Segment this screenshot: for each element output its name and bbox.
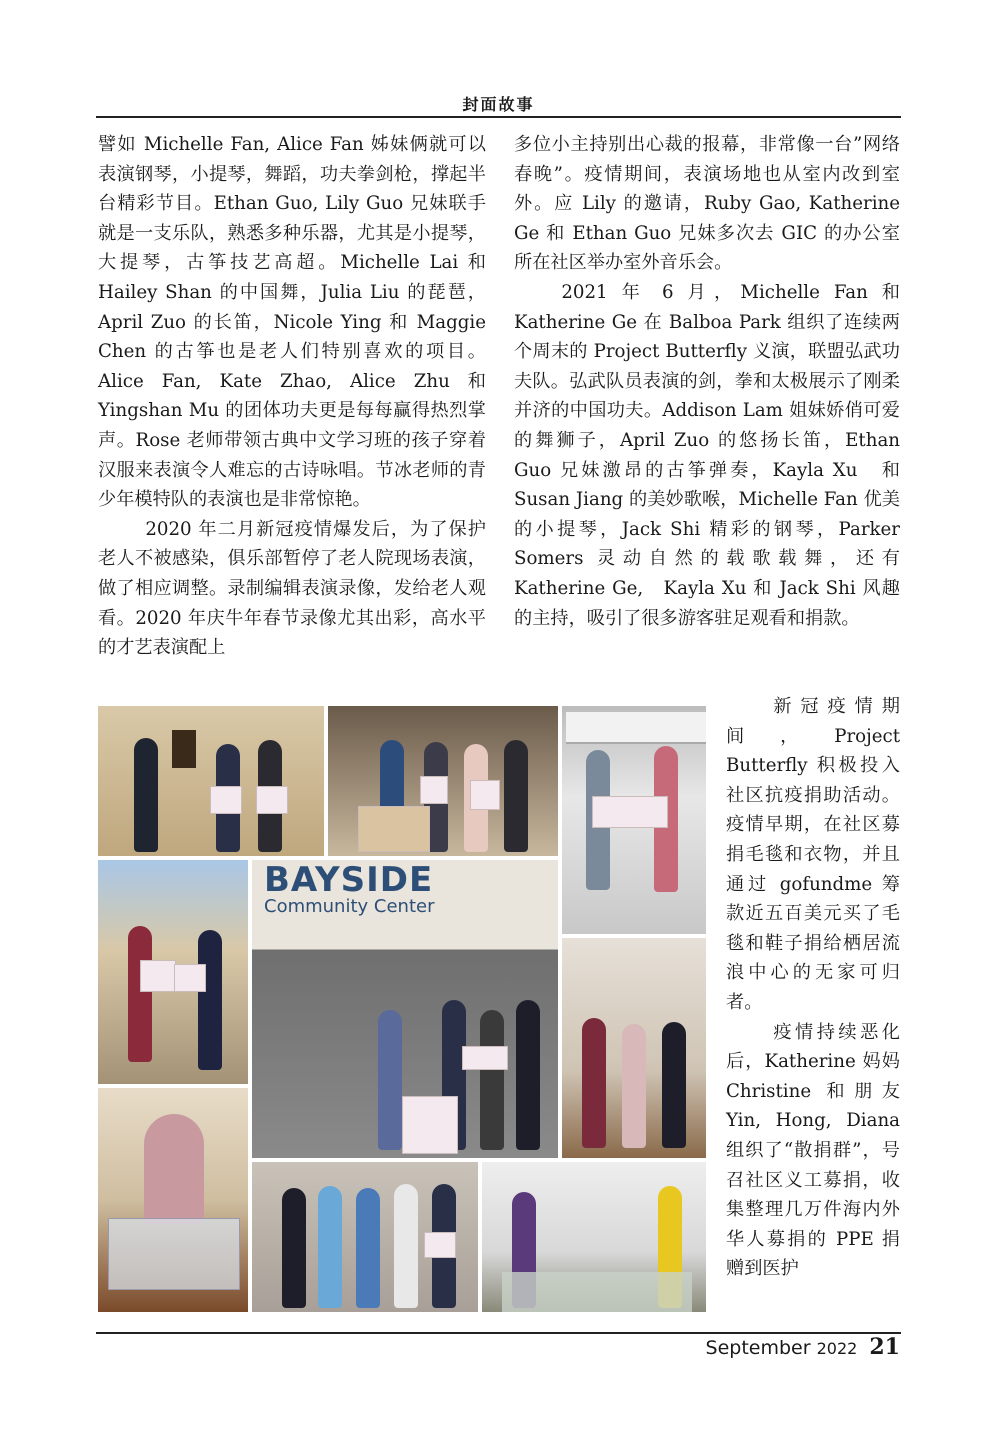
person-figure bbox=[198, 930, 222, 1070]
donation-box bbox=[470, 780, 500, 810]
photo-police-donation bbox=[98, 706, 324, 856]
photo-lobby-donation bbox=[562, 938, 706, 1158]
person-figure bbox=[144, 1114, 204, 1224]
side-column bbox=[726, 692, 900, 1284]
person-figure bbox=[282, 1188, 306, 1308]
donation-box bbox=[210, 786, 242, 814]
right-column bbox=[514, 130, 900, 633]
person-figure bbox=[504, 740, 528, 852]
page-number: 21 bbox=[869, 1334, 900, 1360]
person-figure bbox=[662, 1022, 686, 1148]
photo-face-shield-making bbox=[98, 1088, 248, 1312]
tent bbox=[566, 712, 706, 744]
donation-box bbox=[256, 786, 288, 814]
person-figure bbox=[622, 1024, 646, 1148]
issue-year: 2022 bbox=[816, 1339, 858, 1358]
face-shields bbox=[502, 1272, 692, 1312]
left-column bbox=[98, 130, 486, 663]
donation-box bbox=[592, 796, 668, 828]
sign-community-center: Community Center bbox=[264, 896, 435, 917]
paragraph: 新冠疫情期间，Project Butterfly 积极投入社区抗疫捐助活动。疫情早期，在社区募捐毛毯和衣物，并且通过 gofundme 筹款近五百美元买了毛毯和鞋子捐给栖居流浪中心的无家可归者。 bbox=[726, 696, 900, 1013]
person-figure bbox=[134, 738, 158, 852]
donation-box bbox=[140, 960, 176, 992]
person-figure bbox=[378, 1010, 402, 1150]
photo-truck-donation bbox=[562, 706, 706, 934]
photo-hospital-donation bbox=[328, 706, 558, 856]
page-footer bbox=[706, 1334, 900, 1360]
face-shields bbox=[108, 1218, 240, 1290]
person-figure bbox=[582, 1018, 606, 1148]
paragraph: 譬如 Michelle Fan, Alice Fan 姊妹俩就可以表演钢琴，小提琴，舞蹈，功夫拳剑枪，撑起半台精彩节目。Ethan Guo, Lily Guo 兄妹联手就是一支乐队，熟悉多种乐器，尤其是小提琴，大提琴，古筝技艺高超。Michelle Lai 和 Hailey Shan 的中国舞，Julia Liu 的琵琶，April Zuo 的长笛，Nicole Ying 和 Maggie Chen 的古筝也是老人们特别喜欢的项目。Alice Fan, Kate Zhao, Alice Zhu 和 Yingshan Mu 的团体功夫更是每每赢得热烈掌声。Rose 老师带领古典中文学习班的孩子穿着汉服来表演令人难忘的古诗咏唱。节冰老师的青少年模特队的表演也是非常惊艳。 bbox=[98, 134, 486, 511]
donation-box bbox=[462, 1046, 508, 1070]
donation-box bbox=[420, 776, 448, 804]
donation-box bbox=[402, 1096, 458, 1154]
paragraph: 2021 年 6 月，Michelle Fan 和 Katherine Ge 在 Balboa Park 组织了连续两个周末的 Project Butterfly 义演，联盟弘武功夫队。弘武队员表演的剑，拳和太极展示了刚柔并济的中国功夫。Addison Lam 姐妹娇俏可爱的舞狮子，April Zuo 的悠扬长笛，Ethan Guo 兄妹激昂的古筝弹奏，Kayla Xu 和 Susan Jiang 的美妙歌喉，Michelle Fan 优美的小提琴，Jack Shi 精彩的钢琴，Parker Somers 灵动自然的载歌载舞，还有 Katherine Ge, Kayla Xu 和 Jack Shi 风趣的主持，吸引了很多游客驻足观看和捐款。 bbox=[514, 281, 900, 629]
person-figure bbox=[318, 1186, 342, 1308]
section-header: 封面故事 bbox=[462, 95, 535, 114]
donation-box bbox=[424, 1232, 456, 1258]
issue-month: September bbox=[705, 1337, 811, 1359]
paragraph: 多位小主持别出心裁的报幕，非常像一台”网络春晚”。疫情期间，表演场地也从室内改到室外。应 Lily 的邀请，Ruby Gao, Katherine Ge 和 Ethan Guo 兄妹多次去 GIC 的办公室所在社区举办室外音乐会。 bbox=[514, 134, 900, 274]
person-figure bbox=[128, 926, 152, 1062]
header-rule bbox=[96, 116, 901, 118]
paragraph: 疫情持续恶化后，Katherine 妈妈 Christine 和朋友 Yin, Hong, Diana 组织了“散捐群”，号召社区义工募捐，收集整理几万件海内外华人募捐的 PPE 捐赠到医护 bbox=[726, 1021, 900, 1280]
person-figure bbox=[394, 1184, 418, 1308]
photo-ppe-medical bbox=[252, 1162, 478, 1312]
sign-bayside: BAYSIDE bbox=[264, 860, 434, 900]
photo-collage bbox=[98, 706, 706, 1312]
photo-bayside-center bbox=[252, 860, 558, 1158]
person-figure bbox=[356, 1188, 380, 1308]
plaque bbox=[172, 730, 196, 768]
donation-box bbox=[358, 806, 430, 852]
paragraph: 2020 年二月新冠疫情爆发后，为了保护老人不被感染，俱乐部暂停了老人院现场表演，做了相应调整。录制编辑表演录像，发给老人观看。2020 年庆牛年春节录像尤其出彩，高水平的才艺表演配上 bbox=[98, 518, 486, 659]
photo-face-shields-table bbox=[482, 1162, 706, 1312]
photo-street-donation bbox=[98, 860, 248, 1084]
person-figure bbox=[516, 1000, 540, 1150]
donation-box bbox=[174, 964, 206, 992]
person-figure bbox=[480, 1010, 504, 1150]
